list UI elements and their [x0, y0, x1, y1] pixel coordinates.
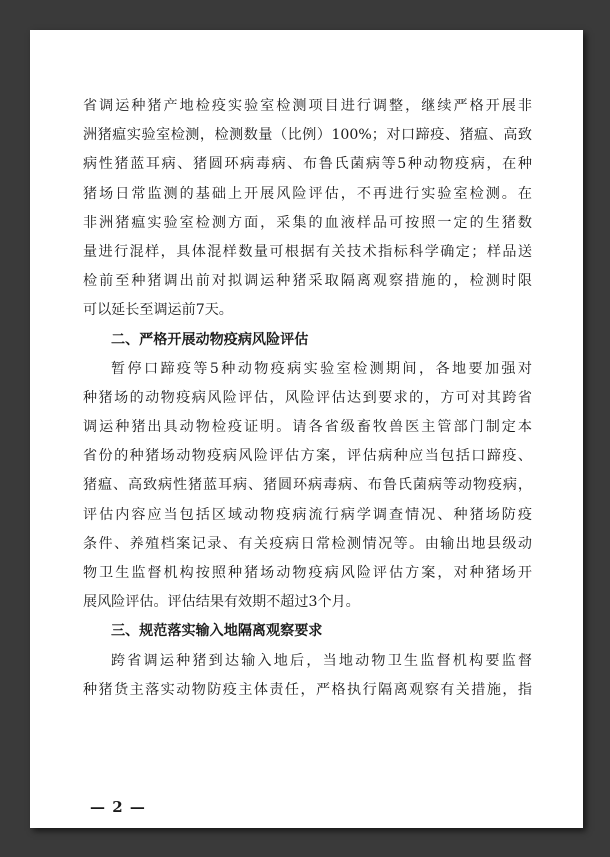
paragraph-line: 条件、养殖档案记录、有关疫病日常检测情况等。由输出地县级动	[83, 535, 532, 552]
page-number: — 2 —	[90, 798, 146, 816]
paragraph-line: 种猪场的动物疫病风险评估，风险评估达到要求的，方可对其跨省	[83, 389, 532, 406]
paragraph-line: 非洲猪瘟实验室检测方面，采集的血液样品可按照一定的生猪数	[83, 214, 532, 231]
paragraph-line: 可以延长至调运前7天。	[83, 302, 233, 319]
document-body	[83, 92, 532, 705]
paragraph-line: 展风险评估。评估结果有效期不超过3个月。	[83, 594, 360, 611]
paragraph-line: 猪场日常监测的基础上开展风险评估，不再进行实验室检测。在	[83, 185, 532, 202]
section-heading-3: 三、规范落实输入地隔离观察要求	[111, 623, 323, 640]
paragraph-line: 跨省调运种猪到达输入地后，当地动物卫生监督机构要监督	[111, 652, 532, 669]
section-heading-2: 二、严格开展动物疫病风险评估	[111, 331, 309, 348]
paragraph-line: 物卫生监督机构按照种猪场动物疫病风险评估方案，对种猪场开	[83, 565, 532, 581]
paragraph-line: 省调运种猪产地检疫实验室检测项目进行调整，继续严格开展非	[83, 98, 532, 114]
paragraph-line: 病性猪蓝耳病、猪圆环病毒病、布鲁氏菌病等5种动物疫病，在种	[83, 156, 532, 173]
paragraph-line: 洲猪瘟实验室检测，检测数量（比例）100%；对口蹄疫、猪瘟、高致	[83, 127, 532, 144]
paragraph-line: 猪瘟、高致病性猪蓝耳病、猪圆环病毒病、布鲁氏菌病等动物疫病，	[83, 477, 532, 494]
paragraph-line: 调运种猪出具动物检疫证明。请各省级畜牧兽医主管部门制定本	[83, 419, 532, 436]
paragraph-line: 检前至种猪调出前对拟调运种猪采取隔离观察措施的，检测时限	[83, 273, 532, 290]
paragraph-line: 省份的种猪场动物疫病风险评估方案，评估病种应当包括口蹄疫、	[83, 448, 532, 465]
paragraph-line: 量进行混样，具体混样数量可根据有关技术指标科学确定；样品送	[83, 243, 532, 260]
paragraph-line: 种猪货主落实动物防疫主体责任，严格执行隔离观察有关措施，指	[83, 681, 532, 698]
document-page	[30, 30, 583, 828]
paragraph-line: 暂停口蹄疫等5种动物疫病实验室检测期间，各地要加强对	[111, 360, 532, 377]
paragraph-line: 评估内容应当包括区域动物疫病流行病学调查情况、种猪场防疫	[83, 506, 532, 523]
